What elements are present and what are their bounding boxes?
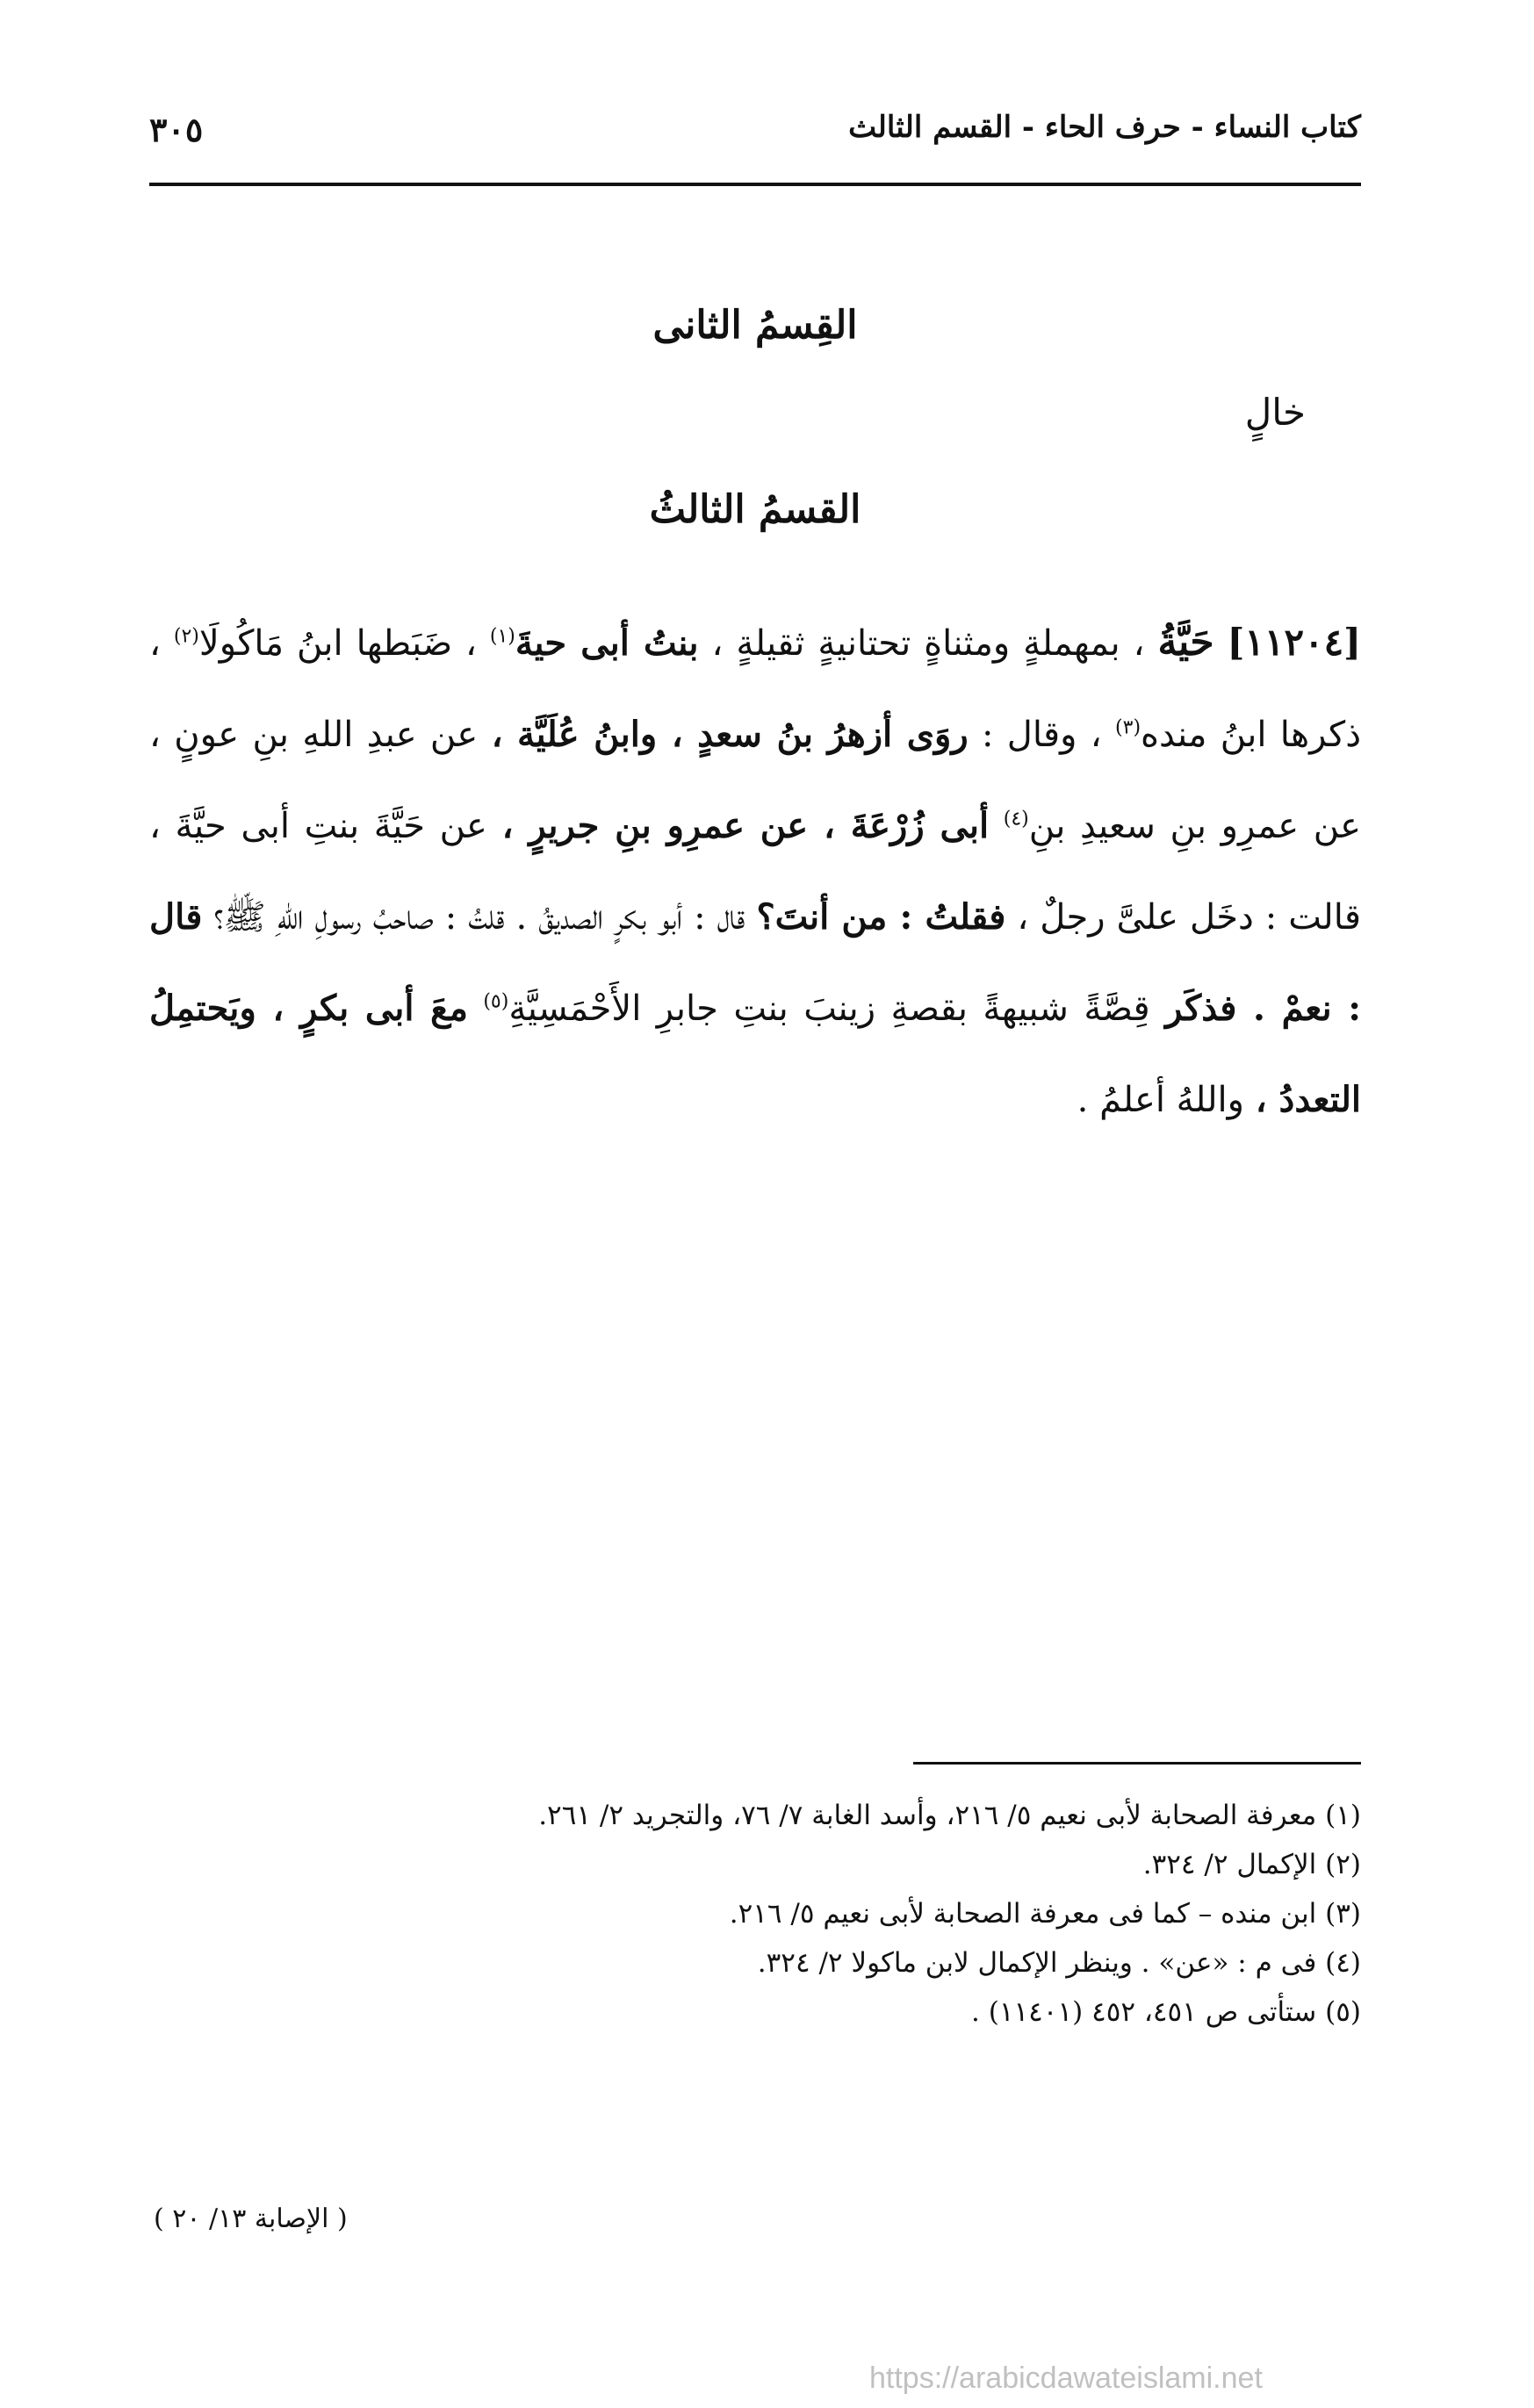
entry-text-bold: قال : نعمْ . فذكَر xyxy=(149,896,1362,1029)
footnote-marker: (٣) xyxy=(1115,716,1141,739)
footnote: (٤) فى م : «عن» . وينظر الإكمال لابن ماكولا ٢/ ٣٢٤. xyxy=(757,1947,1361,1979)
entry-text: قال : أبو بكرٍ الصديقُ . قلتُ : صاحبُ رسولِ اللهِ ﷺ؟ xyxy=(213,897,745,938)
entry-text-bold: بنتُ أبى حيةَ xyxy=(515,622,699,664)
entry-number: [١١٢٠٤] xyxy=(1227,621,1362,664)
footnote: (٣) ابن منده – كما فى معرفة الصحابة لأبى نعيم ٥/ ٢١٦. xyxy=(729,1898,1361,1930)
entry-text-bold: أبى زُرْعَةَ ، عن عمرِو بنِ جريرٍ ، xyxy=(501,805,990,846)
footnote-marker: (٤) xyxy=(1003,808,1029,830)
page-number: ٣٠٥ xyxy=(149,110,204,149)
running-title: كتاب النساء - حرف الحاء - القسم الثالث xyxy=(848,110,1361,145)
entry-text: عن عبدِ اللهِ بنِ عونٍ ، عن عمرِو بنِ سعيدِ بنِ xyxy=(149,715,1362,846)
entry-text: ، ذكرها ابنُ منده xyxy=(149,623,1362,755)
entry-text: ، ضَبَطها ابنُ مَاكُولَا xyxy=(198,623,477,664)
entry-text: ، وقال : xyxy=(981,715,1102,755)
footnote-rule xyxy=(913,1762,1361,1765)
entry-paragraph xyxy=(149,597,1361,1146)
page-header xyxy=(149,101,1361,154)
entry-text-bold: فقلتُ : من أنتَ؟ xyxy=(756,896,1006,938)
footnote: (١) معرفة الصحابة لأبى نعيم ٥/ ٢١٦، وأسد الغابة ٧/ ٧٦، والتجريد ٢/ ٢٦١. xyxy=(538,1800,1361,1831)
entry-text: عن حَيَّةَ بنتِ أبى حيَّةَ ، قالت : دخَل علىَّ رجلٌ ، xyxy=(149,806,1362,938)
footnotes xyxy=(149,1791,1361,2037)
footnote: (٥) ستأتى ص ٤٥١، ٤٥٢ (١١٤٠١) . xyxy=(971,1996,1361,2028)
entry-text-bold: معَ أبى بكرٍ ، ويَحتمِلُ التعددُ ، xyxy=(149,988,1361,1120)
entry-text-bold: روَى أزهرُ بنُ سعدٍ ، وابنُ عُلَيَّة ، xyxy=(491,714,969,755)
watermark-url: https://arabicdawateislami.net xyxy=(869,2361,1263,2395)
footnote-marker: (٢) xyxy=(173,625,199,648)
entry-text: واللهُ أعلمُ . xyxy=(1077,1080,1244,1120)
entry-name: حَيَّةُ xyxy=(1157,620,1214,665)
section-two-empty-label: خالٍ xyxy=(1244,391,1306,434)
source-reference: ( الإصابة ١٣/ ٢٠ ) xyxy=(154,2203,348,2234)
section-two-title: القِسمُ الثانى xyxy=(652,303,858,348)
header-rule xyxy=(149,183,1361,186)
section-three-title: القسمُ الثالثُ xyxy=(649,487,861,532)
entry-text: ، بمهملةٍ ومثناةٍ تحتانيةٍ ثقيلةٍ ، xyxy=(711,623,1145,664)
footnote-marker: (١) xyxy=(489,625,515,648)
footnote-marker: (٥) xyxy=(483,990,509,1013)
footnote: (٢) الإكمال ٢/ ٣٢٤. xyxy=(1142,1849,1361,1880)
entry-text: قِصَّةً شبيهةً بقصةِ زينبَ بنتِ جابرِ الأَحْمَسِيَّةِ xyxy=(508,988,1150,1029)
